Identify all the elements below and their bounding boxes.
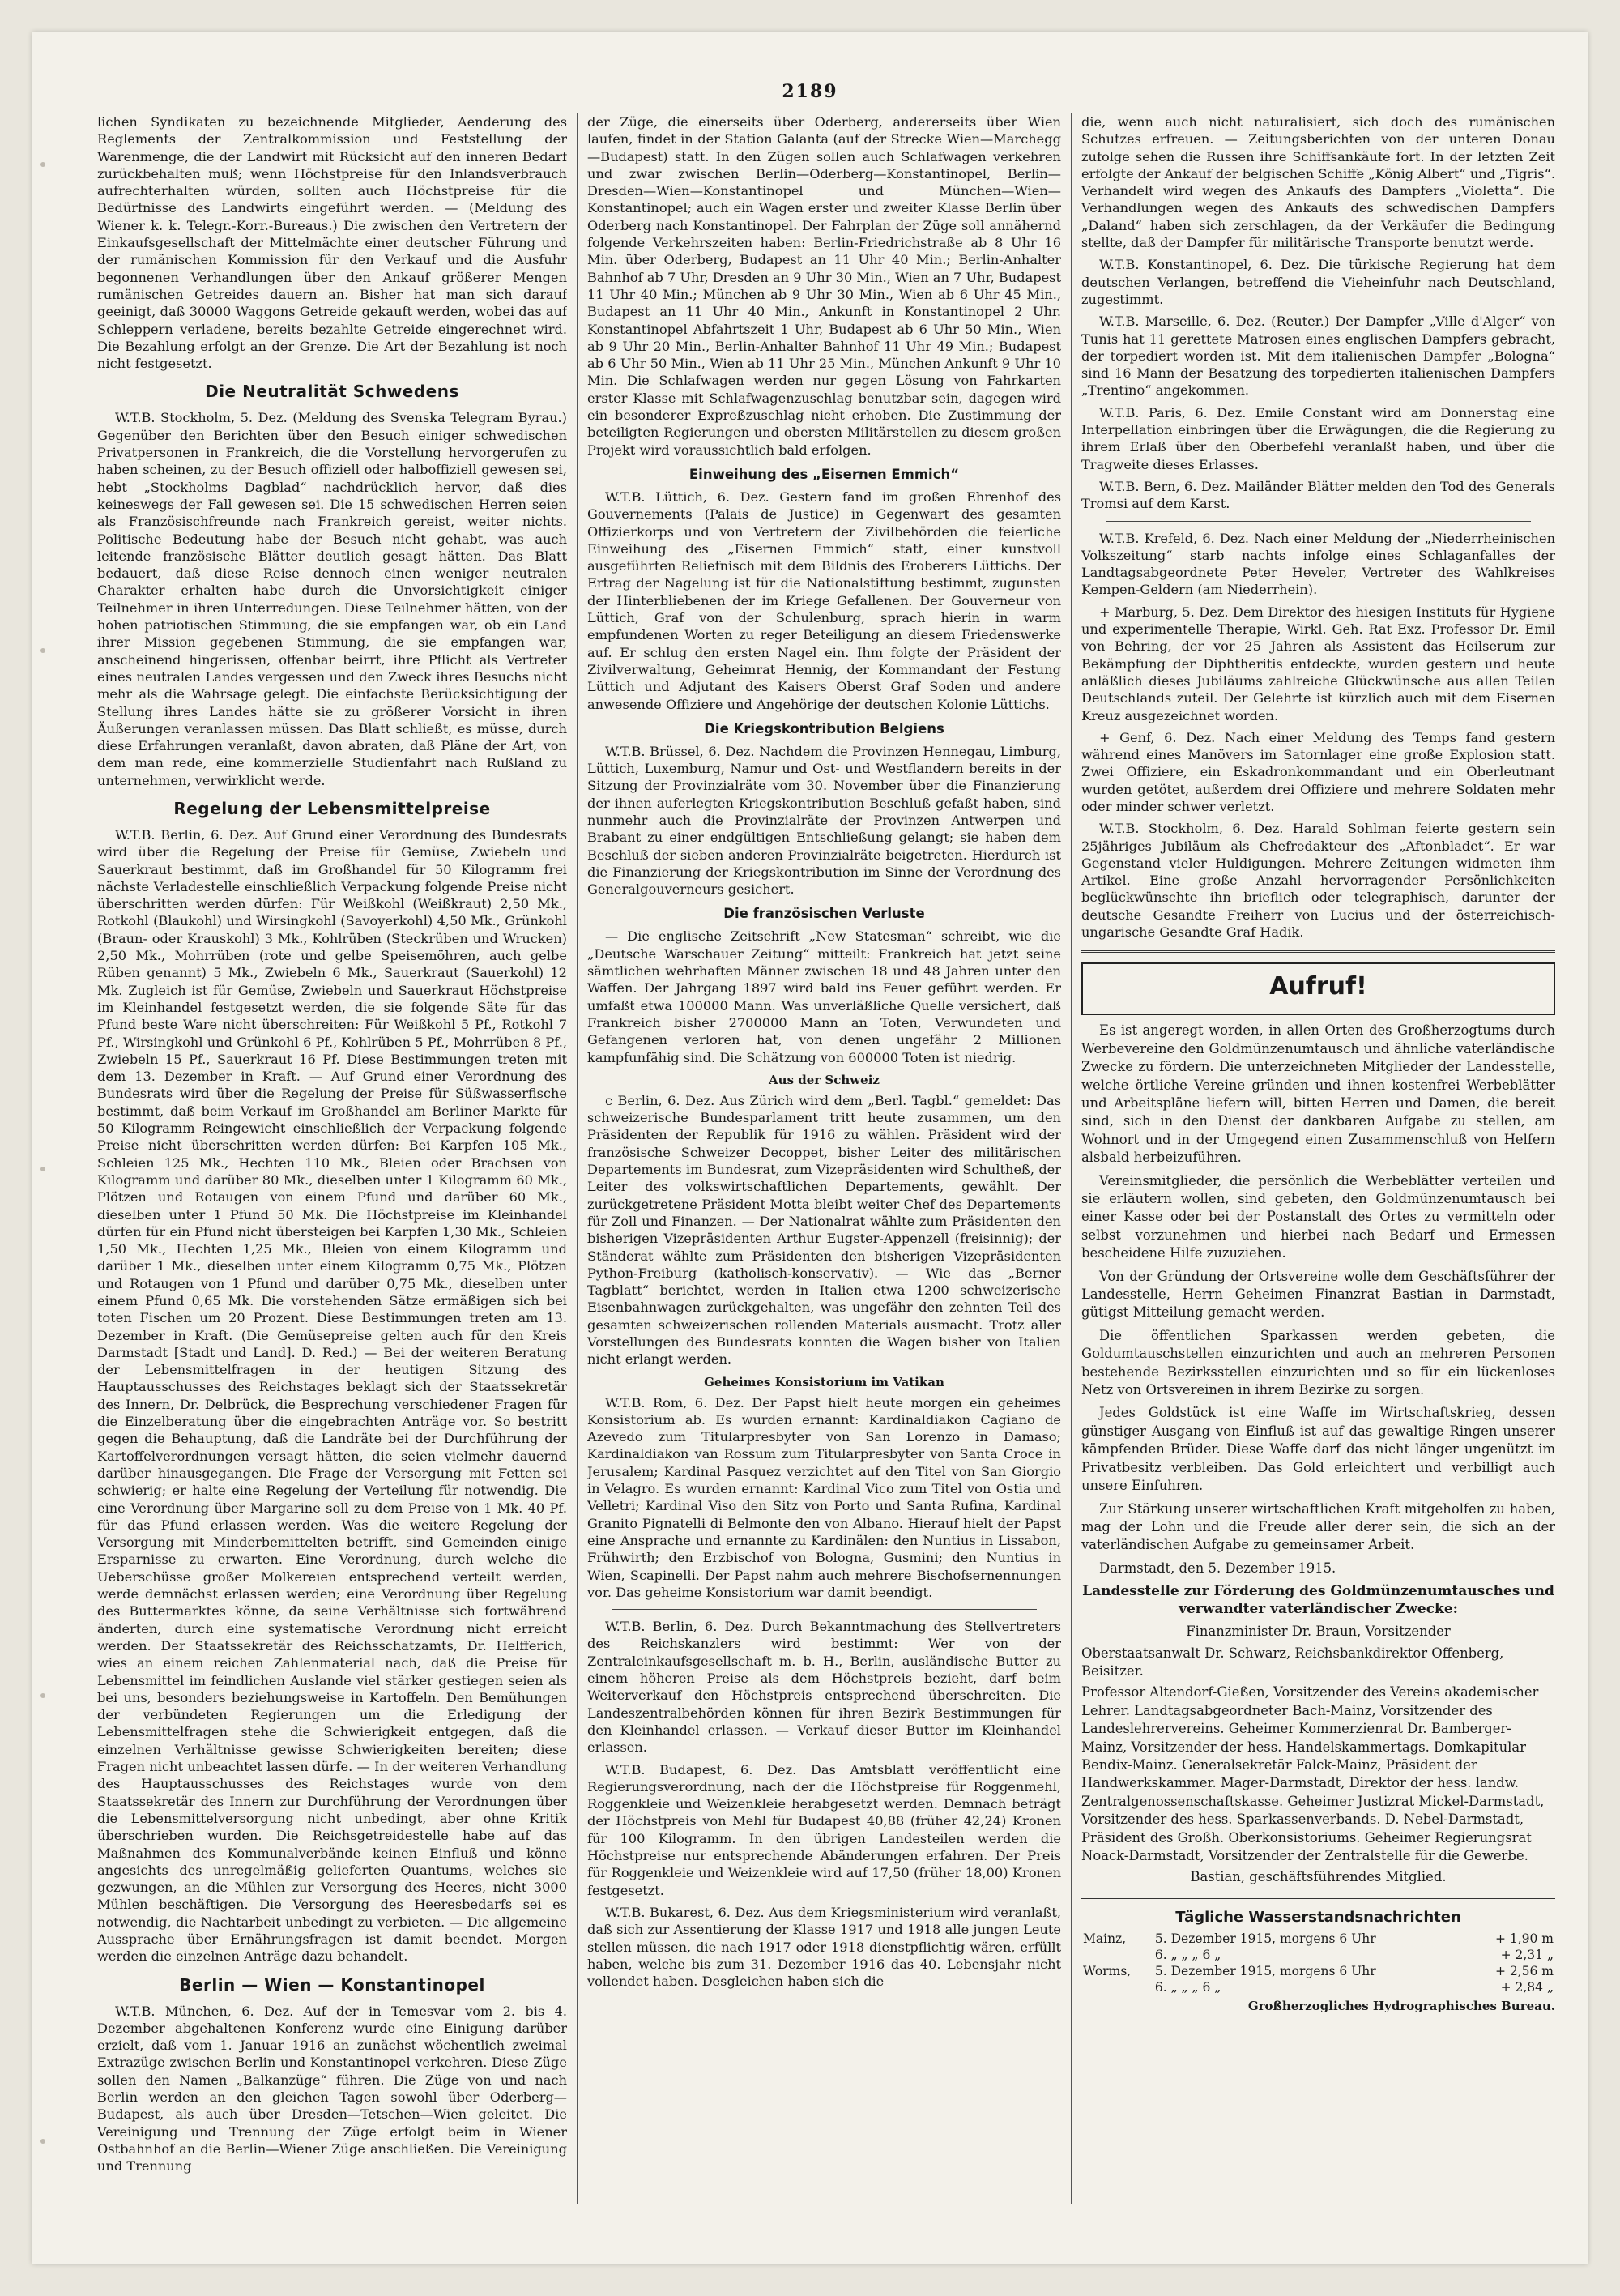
article-body: W.T.B. Marseille, 6. Dez. (Reuter.) Der Dampfer „Ville d'Alger“ von Tunis hat 11 gerettete Matrosen eines englischen Dampfers gebracht, der torpediert worden ist. Mit dem italienischen Dampfer „Bologna“ sind 16 Mann der Besatzung des torpedierten italienischen Dampfers „Trentino“ angekommen. [1081,314,1555,399]
article-body: W.T.B. Berlin, 6. Dez. Durch Bekanntmachung des Stellvertreters des Reichskanzlers wird bestimmt: Wer von der Zentraleinkaufsgesellschaft m. b. H., Berlin, ausländische Butter zu einem höheren Preise als dem Höchstpreis bezieht, darf beim Weiterverkauf den Höchstpreis entsprechend überschreiten. Die Landeszentralbehörden können für ihren Bezirk Bestimmungen für den Kleinhandel erlassen. — Verkauf dieser Butter im Kleinhandel erlassen. [587,1619,1061,1756]
headline-eiserner-emmich: Einweihung des „Eisernen Emmich“ [688,466,960,482]
article-body: W.T.B. Stockholm, 5. Dez. (Meldung des Svenska Telegram Byrau.) Gegenüber den Berichten über den Besuch einiger schwedischen Privatpersonen in Frankreich, die die Vorstellung hervorgerufen zu haben scheinen, zu der Besuch offiziell oder halboffiziell gewesen sei, hebt „Stockholms Dagblad“ nachdrücklich hervor, daß dies keineswegs der Fall gewesen sei. Die 15 schwedischen Herren seien als Französischfreunde nach Frankreich gereist, weiter nichts. Politische Bedeutung habe der Besuch nicht gehabt, was auch leitende französische Blätter deutlich gesagt hätten. Das Blatt bedauert, daß diese Reise dennoch einen weniger neutralen Charakter erhalten habe durch die Unvorsichtigkeit einiger Teilnehmer in ihren Unterredungen. Diese Teilnehmer hätten, von der hohen patriotischen Stimmung, die sie empfangen war, ob ein Land ihrer Mission gegebenen Stimmung, die sie empfangen war, anscheinend hingerissen, offenbar beirrt, ihre Pflicht als Vertreter eines neutralen Landes vergessen und den Zweck ihres Besuchs nicht mehr als die Wahrsage gelegt. Die einfachste Berücksichtigung der Stellung ihres Landes hätte sie zu größerer Vorsicht in ihren Äußerungen veranlassen müssen. Das Blatt schließt, es müsse, durch diese Erfahrungen veranlaßt, davon abraten, daß Pläne der Art, von dem man rede, eine kommerzielle Studienfahrt nach Rußland zu unternehmen, verwirklicht werde. [97,410,567,788]
divider [612,1609,1037,1610]
article-body: — Die englische Zeitschrift „New Statesman“ schreibt, wie die „Deutsche Warschauer Zeitung“ mitteilt: Frankreich hat jetzt seine sämtlichen wehrhaften Männer zwischen 18 und 48 Jahren unter den Waffen. Der Jahrgang 1897 wird bald ins Feuer geführt werden. Er umfaßt etwa 100000 Mann. Was unverläßliche Quelle versichert, daß Frankreich bisher 2700000 Mann an Toten, Verwundeten und Gefangenen verloren hat, von denen ungefähr 2 Millionen kampfunfähig sind. Die Schätzung von 600000 Toten ist niedrig. [587,928,1061,1065]
article-continuation: die, wenn auch nicht naturalisiert, sich doch des rumänischen Schutzes erfreuen. — Zeitungsberichten von der unteren Donau zufolge sehen die Russen ihre Schiffsankäufe fort. In der letzten Zeit erfolgte der Ankauf der belgischen Schiffe „König Albert“ und „Tigris“. Verhandelt wird wegen des Ankaufs des Dampfers „Violetta“. Die Verhandlungen wegen des Ankaufs des schwedischen Dampfers „Daland“ haben sich zerschlagen, da der Verkäufer die Bedingung stellte, daß der Dampfer für militärische Transporte benutzt werde. [1081,114,1555,251]
table-row [1081,1931,1555,1947]
column-2 [587,113,1061,2204]
water-place [1081,1947,1153,1963]
water-value: + 1,90 m [1494,1931,1554,1946]
aufruf-title: Aufruf! [1269,972,1367,1001]
article-body: W.T.B. Paris, 6. Dez. Emile Constant wird am Donnerstag eine Interpellation einbringen über die Erwägungen, die die Regierung zu ihrem Erlaß über den Oberbefehl veranlaßt haben, und über die Tragweite dieses Erlasses. [1081,404,1555,472]
column-rule [577,113,578,2204]
headline-lebensmittelpreise: Regelung der Lebensmittelpreise [173,798,491,818]
headline-neutralitaet-schwedens: Die Neutralität Schwedens [205,382,459,402]
aufruf-notice [1081,962,1555,1886]
article-continuation: lichen Syndikaten zu bezeichnende Mitglieder, Aenderung des Reglements der Zentralkommission und Feststellung der Warenmenge, die der Landwirt mit Rücksicht auf den inneren Bedarf zurückbehalten muß; wenn Höchstpreise für den Inlandsverbrauch aufrechterhalten würden, sollten auch Höchstpreise für die Bedürfnisse des Landwirts eingeführt werden. — (Meldung des Wiener k. k. Telegr.-Korr.-Bureaus.) Die zwischen den Vertretern der Einkaufsgesellschaft der Mittelmächte einer deutscher Führung und der rumänischen Kommission für den Verkauf und die Ausfuhr begonnenen Verhandlungen über den Ankauf größerer Mengen rumänischen Getreides dauern an. Bisher hat man sich darauf geeinigt, daß 30000 Waggons Getreide gekauft werden, wobei das auf Schleppern verladene, bereits bezahlte Getreide eingerechnet wird. Die Bezahlung erfolgt an der Grenze. Die Art der Bezahlung ist noch nicht festgesetzt. [97,114,567,372]
article-continuation: der Züge, die einerseits über Oderberg, andererseits über Wien laufen, findet in der Station Galanta (auf der Strecke Wien—Marchegg—Budapest) statt. In den Zügen sollen auch Schlafwagen verkehren und zwar zwischen Berlin—Oderberg—Konstantinopel, Berlin—Dresden—Wien—Konstantinopel und München—Wien—Konstantinopel; auch ein Wagen erster und zweiter Klasse Berlin über Oderberg nach Konstantinopel. Der Fahrplan der Züge soll annähernd folgende Verkehrszeiten haben: Berlin-Friedrichstraße ab 8 Uhr 16 Min. über Oderberg, Budapest an 11 Uhr 40 Min.; Berlin-Anhalter Bahnhof ab 7 Uhr, Dresden an 9 Uhr 30 Min., Wien an 7 Uhr, Budapest 11 Uhr 40 Min.; München ab 9 Uhr 30 Min., Wien ab 6 Uhr 45 Min., Budapest an 11 Uhr 40 Min., Ankunft in Konstantinopel 2 Uhr. Konstantinopel Abfahrtszeit 1 Uhr, Budapest ab 6 Uhr 50 Min., Wien ab 9 Uhr 20 Min., Berlin-Anhalter Bahnhof 11 Uhr 49 Min.; Budapest ab 6 Uhr 50 Min., Wien ab 11 Uhr 25 Min., München Ankunft 9 Uhr 10 Min. Die Schlafwagen werden nur gegen Lösung von Fahrkarten erster Klasse mit Schlafwagenzuschlag benutzbar sein, dagegen wird ein besonderer Expreßzuschlag nicht erhoben. Die Zustimmung der beteiligten Regierungen und obersten Militärstellen zu diesem großen Projekt wird voraussichtlich bald erfolgen. [587,114,1061,458]
article-body: W.T.B. Krefeld, 6. Dez. Nach einer Meldung der „Niederrheinischen Volkszeitung“ starb nachts infolge eines Schlaganfalles der Landtagsabgeordnete Peter Heveler, Vertreter des Wahlkreises Kempen-Geldern (am Niederrhein). [1081,530,1555,598]
article-body: W.T.B. Stockholm, 6. Dez. Harald Sohlman feierte gestern sein 25jähriges Jubiläum als Chefredakteur des „Aftonbladet“. Er war Gegenstand vieler Huldigungen. Mehrere Zeitungen widmeten ihm Artikel. Eine große Anzahl hervorragender Persönlichkeiten beglückwünschte ihn brieflich oder telegraphisch, darunter der deutsche Gesandte Freiherr von Lucius und der österreichisch-ungarische Gesandte Graf Hadik. [1081,821,1555,941]
signatory: Oberstaatsanwalt Dr. Schwarz, Reichsbankdirektor Offenberg, Beisitzer. [1081,1645,1504,1679]
article-body: W.T.B. Brüssel, 6. Dez. Nachdem die Provinzen Hennegau, Limburg, Lüttich, Luxemburg, Namur und Ost- und Westflandern bereits in der Sitzung der Provinzialräte vom 30. November über die Finanzierung der ihnen auferlegten Kriegskontribution Beschluß gefaßt haben, sind nunmehr auch die Provinzialräte der Provinzen Antwerpen und Brabant zu einer endgültigen Entschließung gelangt; sie haben dem Beschluß der sieben anderen Provinzialräte beigetreten. Hierdurch ist die Finanzierung der Kriegskontribution im Sinne der Verordnung des Generalgouverneurs gesichert. [587,743,1061,898]
signatory: Bastian, geschäftsführendes Mitglied. [1190,1869,1447,1885]
water-value: + 2,84 „ [1500,1979,1554,1995]
article-body: W.T.B. Budapest, 6. Dez. Das Amtsblatt veröffentlicht eine Regierungsverordnung, nach der die Höchstpreise für Roggenmehl, Roggenkleie und Weizenkleie herabgesetzt werden. Demnach beträgt der Höchstpreis von Mehl für Budapest 40,88 (früher 42,24) Kronen für 100 Kilogramm. In den übrigen Landesteilen werden die Höchstpreise nur entsprechende Abänderungen erfahren. Der Preis für Roggenkleie und Weizenkleie wird auf 17,50 (früher 18,00) Kronen festgesetzt. [587,1761,1061,1898]
water-levels [1081,1909,1555,2013]
section-divider [1081,1897,1555,1899]
water-date: 5. Dezember 1915, morgens 6 Uhr [1154,1931,1376,1946]
article-body: W.T.B. Lüttich, 6. Dez. Gestern fand im großen Ehrenhof des Gouvernements (Palais de Justice) in Gegenwart des gesamten Offizierkorps und von Vertretern der Zivilbehörden die feierliche Einweihung des „Eisernen Emmich“ statt, einer kunstvoll ausgeführten Reliefnisch mit dem Bildnis des Eroberers Lüttichs. Der Ertrag der Nagelung ist für die Nationalstiftung bestimmt, zugunsten der Hinterbliebenen der im Kriege Gefallenen. Der Gouverneur von Lüttich, Graf von der Schulenburg, sprach hierin in warm empfundenen Worten zu reger Beteiligung an diesem Friedenswerke auf. Er schlug den ersten Nagel ein. Ihm folgte der Präsident der Zivilverwaltung, Geheimrat Hennig, der Kommandant der Festung Lüttich und Adjutant des Kaisers Oberst Graf Soden und andere anwesende Offiziere und Angehörige der deutschen Kolonie Lüttichs. [587,489,1061,712]
aufruf-paragraph: Zur Stärkung unserer wirtschaftlichen Kraft mitgeholfen zu haben, mag der Lohn und die Freude aller derer sein, die sich an der vaterländischen Aufgabe zu gemeinsamer Arbeit. [1081,1500,1555,1553]
signatory-list: Professor Altendorf-Gießen, Vorsitzender des Vereins akademischer Lehrer. Landtagsabgeordneter Bach-Mainz, Vorsitzender des Landeslehrervereins. Geheimer Kommerzienrat Dr. Bamberger-Mainz, Vorsitzender der hess. Handelskammertags. Domkapitular Bendix-Mainz. Generalsekretär Falck-Mainz, Präsident der Handwerkskammer. Mager-Darmstadt, Direktor der hess. landw. Zentralgenossenschaftskasse. Geheimer Justizrat Mickel-Darmstadt, Vorsitzender des hess. Sparkassenverbands. D. Nebel-Darmstadt, Präsident des Großh. Oberkonsistoriums. Geheimer Regierungsrat Noack-Darmstadt, Vorsitzender der Zentralstelle für die Gewerbe. [1081,1684,1545,1864]
headline-berlin-wien-konstantinopel: Berlin — Wien — Konstantinopel [179,1974,485,1995]
newspaper-page [32,32,1588,2264]
water-date: 6. „ „ „ 6 „ [1154,1947,1221,1962]
section-divider [1081,950,1555,953]
divider [1106,521,1531,522]
water-date: 5. Dezember 1915, morgens 6 Uhr [1154,1963,1376,1978]
article-body: W.T.B. Bukarest, 6. Dez. Aus dem Kriegsministerium wird veranlaßt, daß sich zur Assentierung der Klasse 1917 und 1918 alle jungen Leute stellen müssen, die nach 1917 oder 1918 dienstpflichtig wären, erfüllt haben, welche bis zum 31. Dezember 1916 das 40. Lebensjahr nicht vollendet haben. Desgleichen haben sich die [587,1904,1061,1990]
water-levels-source: Großherzogliches Hydrographisches Bureau. [1247,1998,1555,2013]
page-number: 2189 [782,81,838,102]
headline-konsistorium: Geheimes Konsistorium im Vatikan [704,1374,944,1389]
aufruf-paragraph: Vereinsmitglieder, die persönlich die Werbeblätter verteilen und sie erläutern wollen, sind gebeten, den Goldmünzenumtausch bei einer Kasse oder bei der Postanstalt des Ortes zu vermitteln oder selbst vorzunehmen und hierbei nach Bedarf und Ermessen bescheidene Hilfe zuzuziehen. [1081,1172,1555,1261]
article-body: W.T.B. Berlin, 6. Dez. Auf Grund einer Verordnung des Bundesrats wird über die Regelung der Preise für Gemüse, Zwiebeln und Sauerkraut bestimmt, daß im Großhandel für 50 Kilogramm frei nächste Verladestelle einschließlich Verpackung folgende Preise nicht überschritten werden dürfen: Für Weißkohl (Weißkraut) 2,50 Mk., Rotkohl (Blaukohl) und Wirsingkohl (Savoyerkohl) 4,50 Mk., Grünkohl (Braun- oder Krauskohl) 3 Mk., Kohlrüben (Steckrüben und Wrucken) 2,50 Mk., Mohrrüben (rote und gelbe Speisemöhren, auch gelbe Rüben genannt) 5 Mk., Zwiebeln 6 Mk., Sauerkraut (Sauerkohl) 12 Mk. Zugleich ist für Gemüse, Zwiebeln und Sauerkraut Höchstpreise im Kleinhandel festgesetzt werden, die sie folgende Säte für das Pfund beste Ware nicht überschreiten: Für Weißkohl 5 Pf., Rotkohl 7 Pf., Wirsingkohl und Grünkohl 6 Pf., Kohlrüben 5 Pf., Mohrrüben 8 Pf., Zwiebeln 15 Pf., Sauerkraut 16 Pf. Diese Bestimmungen treten mit dem 13. Dezember in Kraft. — Auf Grund einer Verordnung des Bundesrats wird über die Regelung der Preise für Süßwasserfische bestimmt, daß beim Verkauf im Großhandel am Berliner Markte für 50 Kilogramm Reingewicht einschließlich der Verpackung folgende Preise nicht überschritten werden dürfen: Bei Karpfen 105 Mk., Schleien 125 Mk., Hechten 110 Mk., Bleien oder Brachsen von Kilogramm und darüber 80 Mk., dieselben unter 1 Kilogramm 60 Mk., Plötzen und Rotaugen von einem Pfund und darüber 60 Mk., dieselben unter 1 Pfund 50 Mk. Die Höchstpreise im Kleinhandel dürfen für ein Pfund nicht übersteigen bei Karpfen 1,30 Mk., Schleien 1,50 Mk., Hechten 1,25 Mk., Bleien von einem Kilogramm und darüber 1 Mk., dieselben unter einem Kilogramm 0,75 Mk., Plötzen und Rotaugen von 1 Pfund und darüber 0,75 Mk., dieselben unter einem Pfund 0,65 Mk. Die vorstehenden Sätze ermäßigen sich bei toten Fischen um 20 Prozent. Diese Bestimmungen treten am 13. Dezember in Kraft. (Die Gemüsepreise gelten auch für den Kreis Darmstadt [Stadt und Land]. D. Red.) — Bei der weiteren Beratung der Lebensmittelfragen in der heutigen Sitzung des Hauptausschusses des Reichstages beklagt sich der Staatssekretär des Innern, Dr. Delbrück, die Besprechung verschiedener Fragen für die Einzelberatung über die eingebrachten Anträge vor. So bestritt gegen die Behauptung, daß die Landräte bei der Durchführung der Kartoffelverordnungen versagt hätten, die seien vielmehr dauernd darüber hinausgegangen. Die Frage der Versorgung mit Fetten sei schwierig; er halte eine Regelung der Verteilung für notwendig. Die eine Verordnung über Margarine soll zu dem Preise von 1 Mk. 40 Pf. für das Pfund erlassen werden. Was die weitere Regelung der Versorgung mit Minderbemittelten betrifft, sind Gemeinden einige Ersparnisse zu erwarten. Eine Verordnung, durch welche die Ueberschüsse großer Molkereien entsprechend verteilt werden, werde demnächst erlassen werden; eine Verordnung über Regelung des Buttermarktes könne, da seine Verhältnisse sich fortwährend änderten, durch eine systematische Verordnung nicht erreicht werden. Der Staatssekretär des Reichsschatzamts, Dr. Helfferich, wies an einem reichen Zahlenmaterial nach, daß die Preise für Lebensmittel im feindlichen Auslande viel stärker gestiegen seien als bei uns, besonders beziehungsweise in Kartoffeln. Den Bemühungen der verbündeten Regierungen um die Erledigung der Lebensmittelfragen stehe die Schwierigkeit entgegen, daß die einzelnen Verhältnisse gewisse Schwierigkeiten bereiten; diese Fragen nicht unbeachtet lassen dürfe. — In der weiteren Verhandlung des Hauptausschusses des Reichstages wurde von dem Staatssekretär des Innern zur Durchführung der Verordnungen über die Lebensmittelversorgung nicht unbedingt, aber ohne Kritik überschrieben wurden. Die Reichsgetreidestelle habe auf das Maßnahmen des Kommunalverbände keinen Einfluß und könne angesichts des unregelmäßig gelieferten Quantums, welches sie gezwungen, an die Mühlen zur Versorgung des Heeres, nicht 3000 Mühlen beschäftigen. Die Versorgung des Heeresbedarfs sei es notwendig, die Nachtarbeit unbedingt zu verbieten. — Die allgemeine Aussprache über Ernährungsfragen ist damit beendet. Morgen werden die einzelnen Anträge dazu behandelt. [97,826,567,1965]
aufruf-paragraph: Von der Gründung der Ortsvereine wolle dem Geschäftsführer der Landesstelle, Herrn Geheimen Finanzrat Bastian in Darmstadt, gütigst Mitteilung gemacht werden. [1081,1268,1555,1321]
water-value: + 2,56 m [1494,1963,1554,1978]
headline-franzoesische-verluste: Die französischen Verluste [723,906,925,922]
water-levels-title: Tägliche Wasserstandsnachrichten [1175,1908,1461,1926]
article-body: + Genf, 6. Dez. Nach einer Meldung des Temps fand gestern während eines Manövers im Satornlager eine große Explosion statt. Zwei Offiziere, ein Eskadronkommandant und ein Oberleutnant wurden getötet, außerdem drei Offiziere und mehrere Soldaten mehr oder minder schwer verletzt. [1081,729,1555,814]
headline-aus-der-schweiz: Aus der Schweiz [769,1072,880,1087]
aufruf-paragraph: Jedes Goldstück ist eine Waffe im Wirtschaftskrieg, dessen günstiger Ausgang von Einfluß ist auf das gewaltige Ringen unserer kämpfenden Brüder. Diese Waffe darf das nicht länger ungenützt im Privatbesitz verbleiben. Das Gold erleichtert und verbilligt auch unsere Einfuhren. [1081,1405,1555,1494]
aufruf-organization: Landesstelle zur Förderung des Goldmünzenumtausches und verwandter vaterländischer Zwecke: [1082,1583,1554,1618]
aufruf-paragraph: Die öffentlichen Sparkassen werden gebeten, die Goldumtauschstellen einzurichten und auch an mehreren Personen bestehende Bezirksstellen einzurichten und so für ein lückenloses Netz von Ortsvereinen in ihrem Bezirke zu sorgen. [1081,1327,1555,1398]
article-body: W.T.B. Konstantinopel, 6. Dez. Die türkische Regierung hat dem deutschen Verlangen, betreffend die Vieheinfuhr nach Deutschland, zugestimmt. [1081,257,1555,307]
aufruf-date: Darmstadt, den 5. Dezember 1915. [1099,1560,1336,1576]
aufruf-paragraph: Es ist angeregt worden, in allen Orten des Großherzogtums durch Werbevereine den Goldmünzenumtausch und ähnliche vaterländische Zwecke zu fördern. Die unterzeichneten Mitglieder der Landesstelle, welche örtliche Vereine gründen und ihnen kostenfrei Werbeblätter und Arbeitspläne liefern will, bitten Herren und Damen, die bereit sind, sich in den Dienst der dankbaren Aufgabe zu stellen, am Wohnort und in der Umgegend einen Zusammenschluß von Helfern alsbald herbeizuführen. [1081,1022,1555,1166]
water-place [1081,1979,1153,1995]
water-date: 6. „ „ „ 6 „ [1154,1979,1221,1995]
table-row [1081,1979,1555,1995]
water-levels-table [1081,1931,1555,1995]
table-row [1081,1947,1555,1963]
water-place: Mainz, [1083,1931,1127,1946]
column-3 [1081,113,1555,2204]
aufruf-title-box [1081,962,1555,1015]
water-value: + 2,31 „ [1500,1947,1554,1962]
article-body: + Marburg, 5. Dez. Dem Direktor des hiesigen Instituts für Hygiene und experimentelle Therapie, Wirkl. Geh. Rat Exz. Professor Dr. Emil von Behring, der vor 25 Jahren als Assistent das Heilserum zur Bekämpfung der Diphtheritis entdeckte, wurden gestern und heute anläßlich dieses Jubiläums zahlreiche Glückwünsche aus allen Teilen Deutschlands zuteil. Der Gelehrte ist kürzlich auch mit dem Eisernen Kreuz ausgezeichnet worden. [1081,604,1555,723]
table-row [1081,1963,1555,1979]
article-body: W.T.B. Bern, 6. Dez. Mailänder Blätter melden den Tod des Generals Tromsi auf dem Karst. [1081,478,1555,512]
article-columns [97,113,1555,2204]
article-body: W.T.B. Rom, 6. Dez. Der Papst hielt heute morgen ein geheimes Konsistorium ab. Es wurden ernannt: Kardinaldiakon Cagiano de Azevedo zum Titularpresbyter von San Lorenzo in Damaso; Kardinaldiakon van Rossum zum Titularpresbyter von Santa Croce in Jerusalem; Kardinal Pasquez verzichtet auf den Titel von San Giorgio in Velagro. Es wurden ernannt: Kardinal Vico zum Titel von Ostia und Velletri; Kardinal Viso den Sitz von Porto und Santa Rufina, Kardinal Granito Pignatelli di Belmonte den von Albano. Hierauf hielt der Papst eine Ansprache und ernannte zu Kardinälen: den Nuntius in Lissabon, Frühwirth; den Erzbischof von Bologna, Gusmini; den Nuntius in Wien, Scapinelli. Der Papst nahm auch mehrere Bischofsernennungen vor. Das geheime Konsistorium war damit beendigt. [587,1394,1061,1600]
column-rule [1071,113,1072,2204]
binding-margin [32,32,81,2264]
signatory: Finanzminister Dr. Braun, Vorsitzender [1186,1624,1451,1640]
article-body: c Berlin, 6. Dez. Aus Zürich wird dem „Berl. Tagbl.“ gemeldet: Das schweizerische Bundesparlament tritt heute zusammen, um den Präsidenten der Republik für 1916 zu wählen. Präsident wird der französische Schweizer Decoppet, bisher Leiter des militärischen Departements im Bundesrat, zum Vizepräsidenten wird Schultheß, der Leiter des volkswirtschaftlichen Departements, gewählt. Der zurückgetretene Präsident Motta bleibt weiter Chef des Departements für Zoll und Finanzen. — Der Nationalrat wählte zum Präsidenten den bisherigen Vizepräsidenten Arthur Eugster-Appenzell (freisinnig); der Ständerat wählte zum Präsidenten den bisherigen Vizepräsidenten Python-Freiburg (katholisch-konservativ). — Wie das „Berner Tagblatt“ berichtet, werden in Italien etwa 1200 schweizerische Eisenbahnwagen zurückgehalten, was ungefähr den zehnten Teil des gesamten schweizerischen rollenden Materials ausmacht. Trotz aller Vorstellungen des Bundesrats konnten die Wagen bisher von Italien nicht erlangt werden. [587,1092,1061,1368]
column-1 [97,113,567,2204]
article-body: W.T.B. München, 6. Dez. Auf der in Temesvar vom 2. bis 4. Dezember abgehaltenen Konferenz wurde eine Einigung darüber erzielt, daß vom 1. Januar 1916 an zunächst wöchentlich zweimal Extrazüge zwischen Berlin und Konstantinopel verkehren. Diese Züge sollen den Namen „Balkanzüge“ führen. Die Züge von und nach Berlin werden an den gleichen Tagen sowohl über Oderberg—Budapest, als auch über Dresden—Tetschen—Wien geleitet. Die Vereinigung und Trennung der Züge erfolgt beim in Wiener Ostbahnhof an die Berlin—Wiener Züge anschließen. Die Vereinigung und Trennung [97,2003,567,2174]
water-place: Worms, [1083,1963,1132,1978]
headline-kriegskontribution: Die Kriegskontribution Belgiens [704,720,944,736]
